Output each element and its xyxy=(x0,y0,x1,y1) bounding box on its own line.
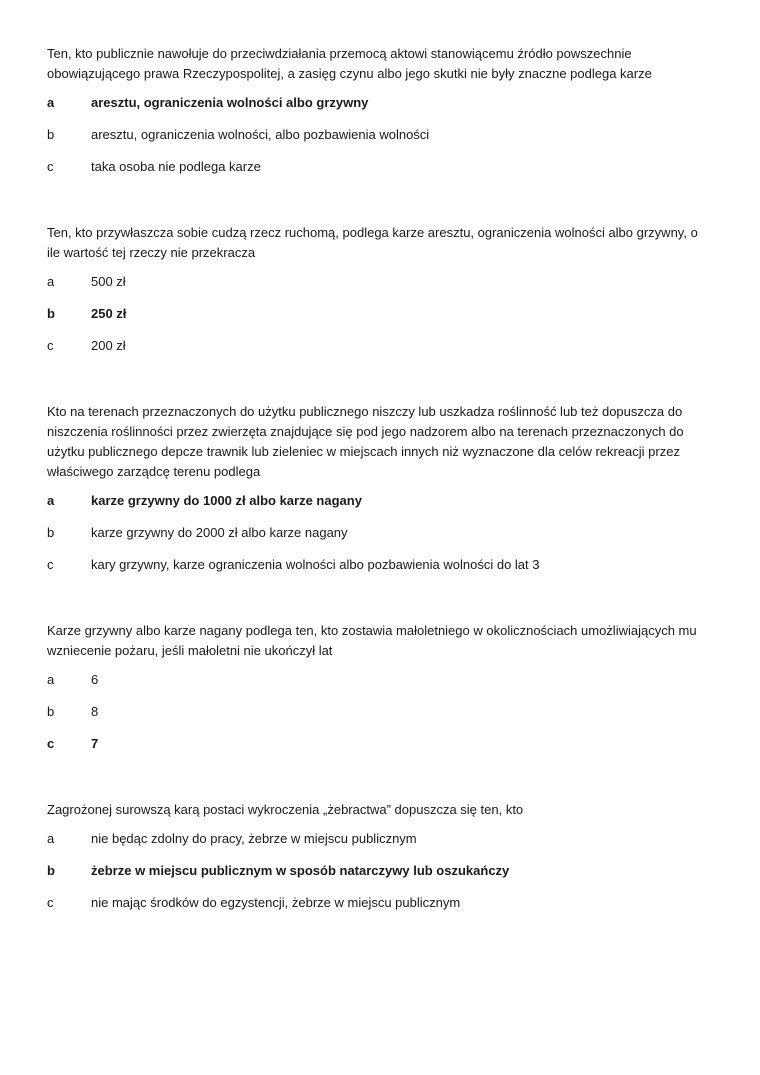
option-b xyxy=(47,304,713,336)
option-letter: a xyxy=(47,493,55,508)
option-a xyxy=(47,491,713,523)
option-c xyxy=(47,555,713,587)
option-letter: b xyxy=(47,525,55,540)
option-letter: a xyxy=(47,274,55,289)
option-c xyxy=(47,157,713,189)
option-c xyxy=(47,734,713,766)
option-letter: a xyxy=(47,672,55,687)
option-text: 6 xyxy=(91,672,99,687)
option-text: aresztu, ograniczenia wolności, albo pozbawienia wolności xyxy=(91,127,430,142)
option-letter: b xyxy=(47,306,55,321)
option-text: karze grzywny do 2000 zł albo karze nagany xyxy=(91,525,348,540)
question-text: Ten, kto przywłaszcza sobie cudzą rzecz ruchomą, podlega karze aresztu, ograniczenia wolności albo grzywny, o ile wartość tej rzeczy nie przekracza xyxy=(47,225,698,260)
option-letter: c xyxy=(47,736,55,751)
option-a xyxy=(47,93,713,125)
question-text: Ten, kto publicznie nawołuje do przeciwdziałania przemocą aktowi stanowiącemu źródło powszechnie obowiązującego prawa Rzeczypospolitej, a zasięg czynu albo jego skutki nie były znaczne podlega karze xyxy=(47,46,652,81)
option-text: 250 zł xyxy=(91,306,127,321)
option-a xyxy=(47,272,713,304)
option-text: żebrze w miejscu publicznym w sposób natarczywy lub oszukańczy xyxy=(91,863,510,878)
option-b xyxy=(47,523,713,555)
option-text: 200 zł xyxy=(91,338,126,353)
option-b xyxy=(47,702,713,734)
option-b xyxy=(47,125,713,157)
option-letter: c xyxy=(47,557,54,572)
option-a xyxy=(47,829,713,861)
option-letter: b xyxy=(47,127,55,142)
option-c xyxy=(47,893,713,925)
question-3 xyxy=(47,402,713,587)
option-letter: c xyxy=(47,895,54,910)
option-letter: b xyxy=(47,704,55,719)
question-text: Kto na terenach przeznaczonych do użytku publicznego niszczy lub uszkadza roślinność lub też dopuszcza do niszczenia roślinności przez zwierzęta znajdujące się pod jego nadzorem albo na terenach przeznaczonych do użytku publicznego depcze trawnik lub zieleniec w miejscach innych niż wyznaczone dla celów rekreacji przez właściwego zarządcę terenu podlega xyxy=(47,404,684,479)
option-text: 8 xyxy=(91,704,99,719)
question-2 xyxy=(47,223,713,368)
option-letter: c xyxy=(47,159,54,174)
option-text: nie będąc zdolny do pracy, żebrze w miejscu publicznym xyxy=(91,831,417,846)
option-letter: b xyxy=(47,863,55,878)
option-text: aresztu, ograniczenia wolności albo grzywny xyxy=(91,95,369,110)
option-text: 500 zł xyxy=(91,274,126,289)
option-a xyxy=(47,670,713,702)
option-text: kary grzywny, karze ograniczenia wolności albo pozbawienia wolności do lat 3 xyxy=(91,557,540,572)
question-4 xyxy=(47,621,713,766)
question-text: Zagrożonej surowszą karą postaci wykroczenia „żebractwa” dopuszcza się ten, kto xyxy=(47,802,524,817)
option-c xyxy=(47,336,713,368)
option-letter: a xyxy=(47,831,55,846)
option-letter: c xyxy=(47,338,54,353)
question-text: Karze grzywny albo karze nagany podlega ten, kto zostawia małoletniego w okolicznościach umożliwiających mu wzniecenie pożaru, jeśli małoletni nie ukończył lat xyxy=(47,623,697,658)
option-text: taka osoba nie podlega karze xyxy=(91,159,261,174)
option-text: nie mając środków do egzystencji, żebrze w miejscu publicznym xyxy=(91,895,461,910)
quiz-document xyxy=(47,44,713,959)
option-text: karze grzywny do 1000 zł albo karze nagany xyxy=(91,493,362,508)
option-text: 7 xyxy=(91,736,99,751)
question-5 xyxy=(47,800,713,925)
question-1 xyxy=(47,44,713,189)
option-b xyxy=(47,861,713,893)
option-letter: a xyxy=(47,95,55,110)
